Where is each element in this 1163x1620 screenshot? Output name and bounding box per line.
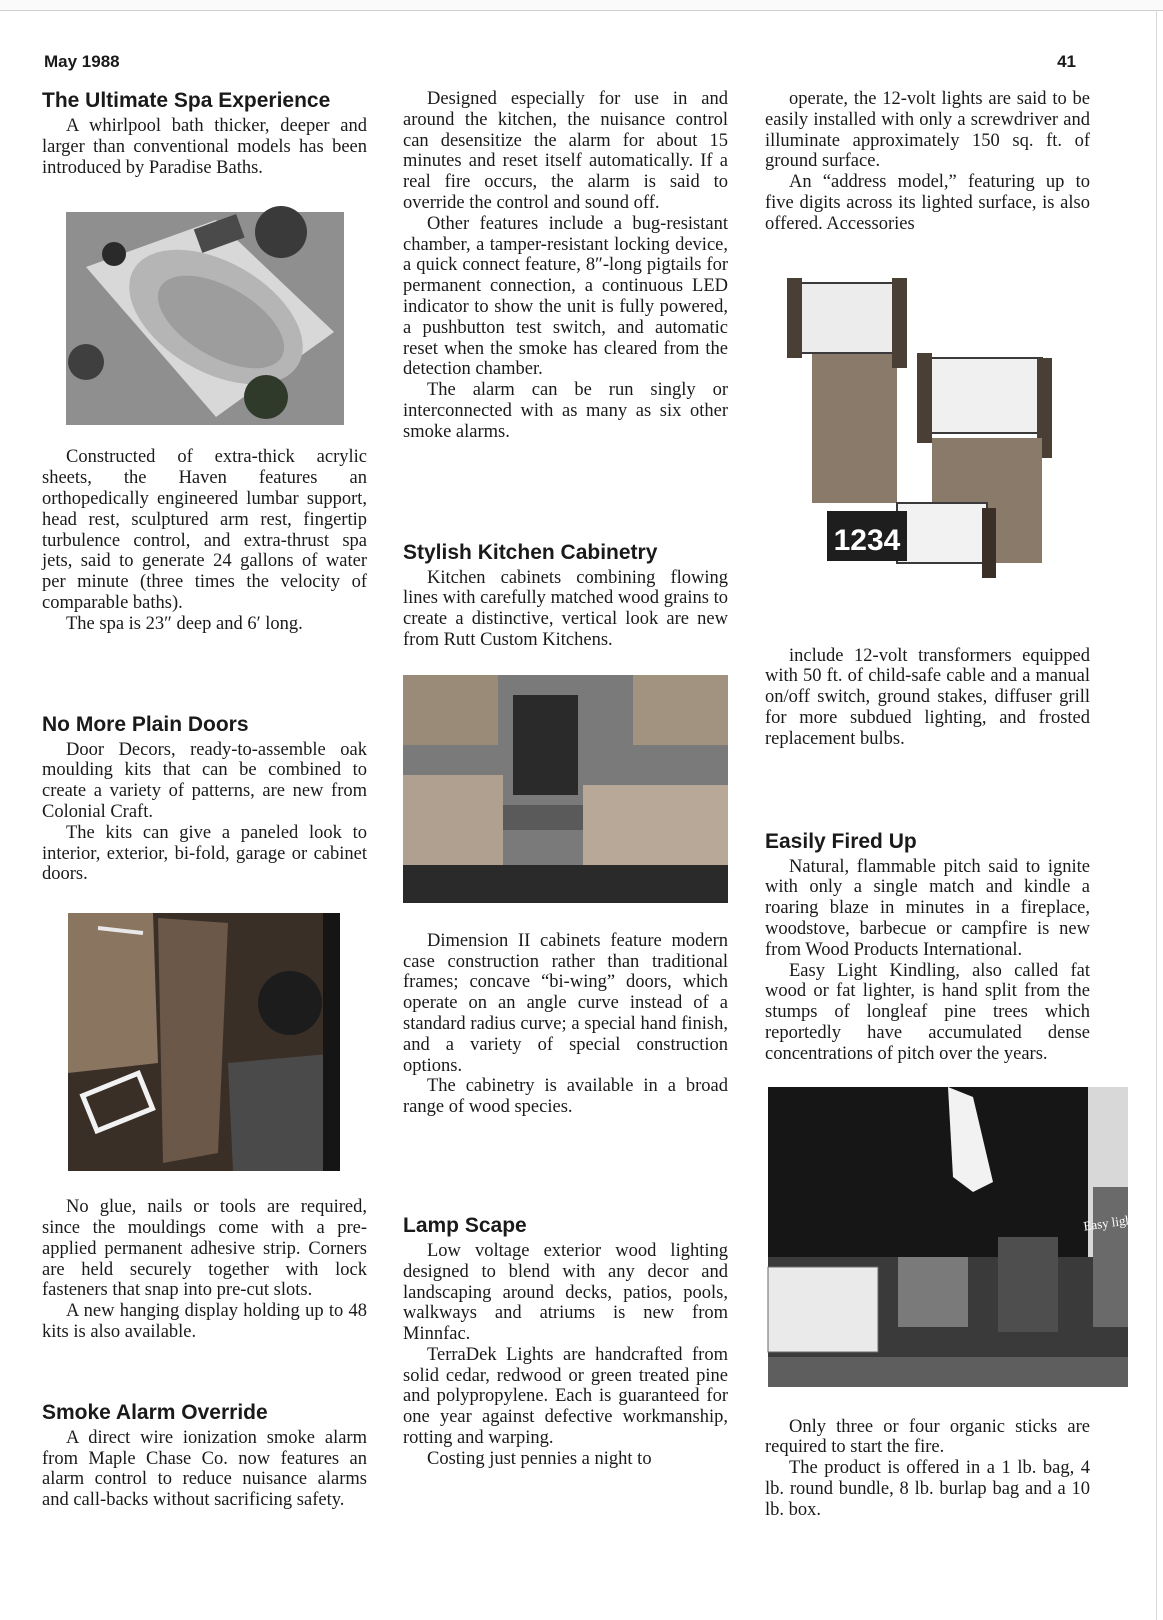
fire-photo (768, 1087, 1137, 1387)
scan-top-border (0, 0, 1163, 11)
fire-paragraph: Natural, flammable pitch said to ignite with only a single match and kindle a roaring blaze in minutes in a fireplace, woodstove, barbecue or campfire is new from Wood Products International. (765, 856, 1090, 960)
article-lamp-scape-continued (765, 89, 1090, 750)
spa-paragraph: A whirlpool bath thicker, deeper and larger than conventional models has been introduced by Paradise Baths. (42, 116, 367, 178)
lamp-paragraph: An “address model,” featuring up to five digits across its lighted surface, is also offered. Accessories (765, 172, 1090, 234)
issue-date: May 1988 (44, 52, 120, 71)
doors-paragraph: No glue, nails or tools are required, since the mouldings come with a pre-applied permanent adhesive strip. Corners are held securely together with lock fasteners that snap into pre-cut slots. (42, 1197, 367, 1301)
smoke-headline: Smoke Alarm Override (42, 1400, 268, 1424)
column-middle (403, 89, 728, 1470)
doors-paragraph: The kits can give a paneled look to interior, exterior, bi-fold, garage or cabinet doors. (42, 822, 367, 885)
article-fire (765, 829, 1137, 1521)
terradek-lights-illustration (787, 273, 1087, 628)
kitchen-paragraph: Dimension II cabinets feature modern case construction rather than traditional frames; concave “bi-wing” doors, which operate on an angle curve instead of a standard radius curve; a special hand finish, and a variety of special construction options. (403, 930, 728, 1076)
lamp-photo (787, 273, 1087, 628)
fire-headline: Easily Fired Up (765, 829, 917, 853)
door-moulding-illustration (68, 913, 340, 1171)
article-spa (42, 89, 367, 635)
doors-headline: No More Plain Doors (42, 712, 249, 736)
article-smoke-alarm (42, 1401, 367, 1511)
smoke-paragraph: The alarm can be run singly or interconnected with as many as six other smoke alarms. (403, 380, 728, 442)
kitchen-cabinets-illustration (403, 675, 728, 903)
spa-paragraph: The spa is 23″ deep and 6′ long. (66, 613, 303, 634)
smoke-paragraph: Other features include a bug-resistant chamber, a tamper-resistant locking device, a quick connect feature, 8″-long pigtails for permanent connection, a continuous LED indicator to show the unit is fully powered, a pushbutton test switch, and automatic reset when the smoke has cleared from the detection chamber. (403, 213, 728, 380)
kindling-bag-label: Easy light (1082, 1211, 1137, 1234)
page-right-edge (1156, 10, 1157, 1620)
article-kitchen (403, 541, 728, 1118)
fire-paragraph: Easy Light Kindling, also called fat wood or fat lighter, is hand split from the stumps of longleaf pine trees which reportedly have accumulated dense concentrations of pitch over the years. (765, 960, 1090, 1064)
doors-paragraph: Door Decors, ready-to-assemble oak moulding kits that can be combined to create a variety of patterns, are new from Colonial Craft. (42, 739, 367, 822)
smoke-paragraph: A direct wire ionization smoke alarm from Maple Chase Co. now features an alarm control to reduce nuisance alarms and call-backs without sacrificing safety. (42, 1427, 367, 1511)
lamp-paragraph: include 12-volt transformers equipped with 50 ft. of child-safe cable and a manual on/off switch, ground stakes, diffuser grill for more subdued lighting, and frosted replacement bulbs. (765, 645, 1090, 749)
lamp-paragraph: TerraDek Lights are handcrafted from solid cedar, redwood or green treated pine and polypropylene. Each is guaranteed for one year against defective workmanship, rotting and warping. (403, 1344, 728, 1449)
doors-paragraph: A new hanging display holding up to 48 kits is also available. (42, 1301, 367, 1342)
address-digits: 1234 (833, 523, 901, 557)
lamp-paragraph: Costing just pennies a night to (427, 1448, 652, 1469)
article-doors (42, 713, 367, 1343)
column-right (765, 89, 1137, 1521)
spa-headline: The Ultimate Spa Experience (42, 89, 331, 112)
spa-photo (66, 212, 344, 425)
spa-paragraph: Constructed of extra-thick acrylic sheets, the Haven features an orthopedically engineered lumbar support, head rest, sculptured arm rest, fingertip turbulence control, and extra-thrust spa jets, said to generate 24 gallons of water per minute (three times the velocity of comparable baths). (42, 447, 367, 613)
page-number: 41 (1057, 52, 1076, 71)
lamp-headline: Lamp Scape (403, 1213, 527, 1237)
fire-paragraph: The product is offered in a 1 lb. bag, 4 lb. round bundle, 8 lb. burlap bag and a 10 lb. box. (765, 1458, 1090, 1520)
fireplace-kindling-illustration (768, 1087, 1137, 1387)
fire-paragraph: Only three or four organic sticks are required to start the fire. (765, 1416, 1090, 1458)
kitchen-photo (403, 675, 728, 903)
kitchen-headline: Stylish Kitchen Cabinetry (403, 540, 658, 564)
kitchen-paragraph: Kitchen cabinets combining flowing lines with carefully matched wood grains to create a distinctive, vertical look are new from Rutt Custom Kitchens. (403, 567, 728, 650)
column-left (42, 89, 367, 1511)
kitchen-paragraph: The cabinetry is available in a broad range of wood species. (403, 1076, 728, 1118)
lamp-paragraph: Low voltage exterior wood lighting designed to blend with any decor and landscaping around decks, patios, pools, walkways and atriums is new from Minnfac. (403, 1240, 728, 1345)
whirlpool-bath-illustration (66, 212, 344, 425)
article-smoke-alarm-continued (403, 89, 728, 443)
article-lamp-scape (403, 1214, 728, 1470)
doors-photo (68, 913, 340, 1171)
lamp-paragraph: operate, the 12-volt lights are said to be easily installed with only a screwdriver and illuminate approximately 150 sq. ft. of ground surface. (765, 89, 1090, 172)
smoke-paragraph: Designed especially for use in and around the kitchen, the nuisance control can desensitize the alarm for about 15 minutes and reset itself automatically. If a real fire occurs, the alarm is said to override the control and sound off. (403, 89, 728, 213)
